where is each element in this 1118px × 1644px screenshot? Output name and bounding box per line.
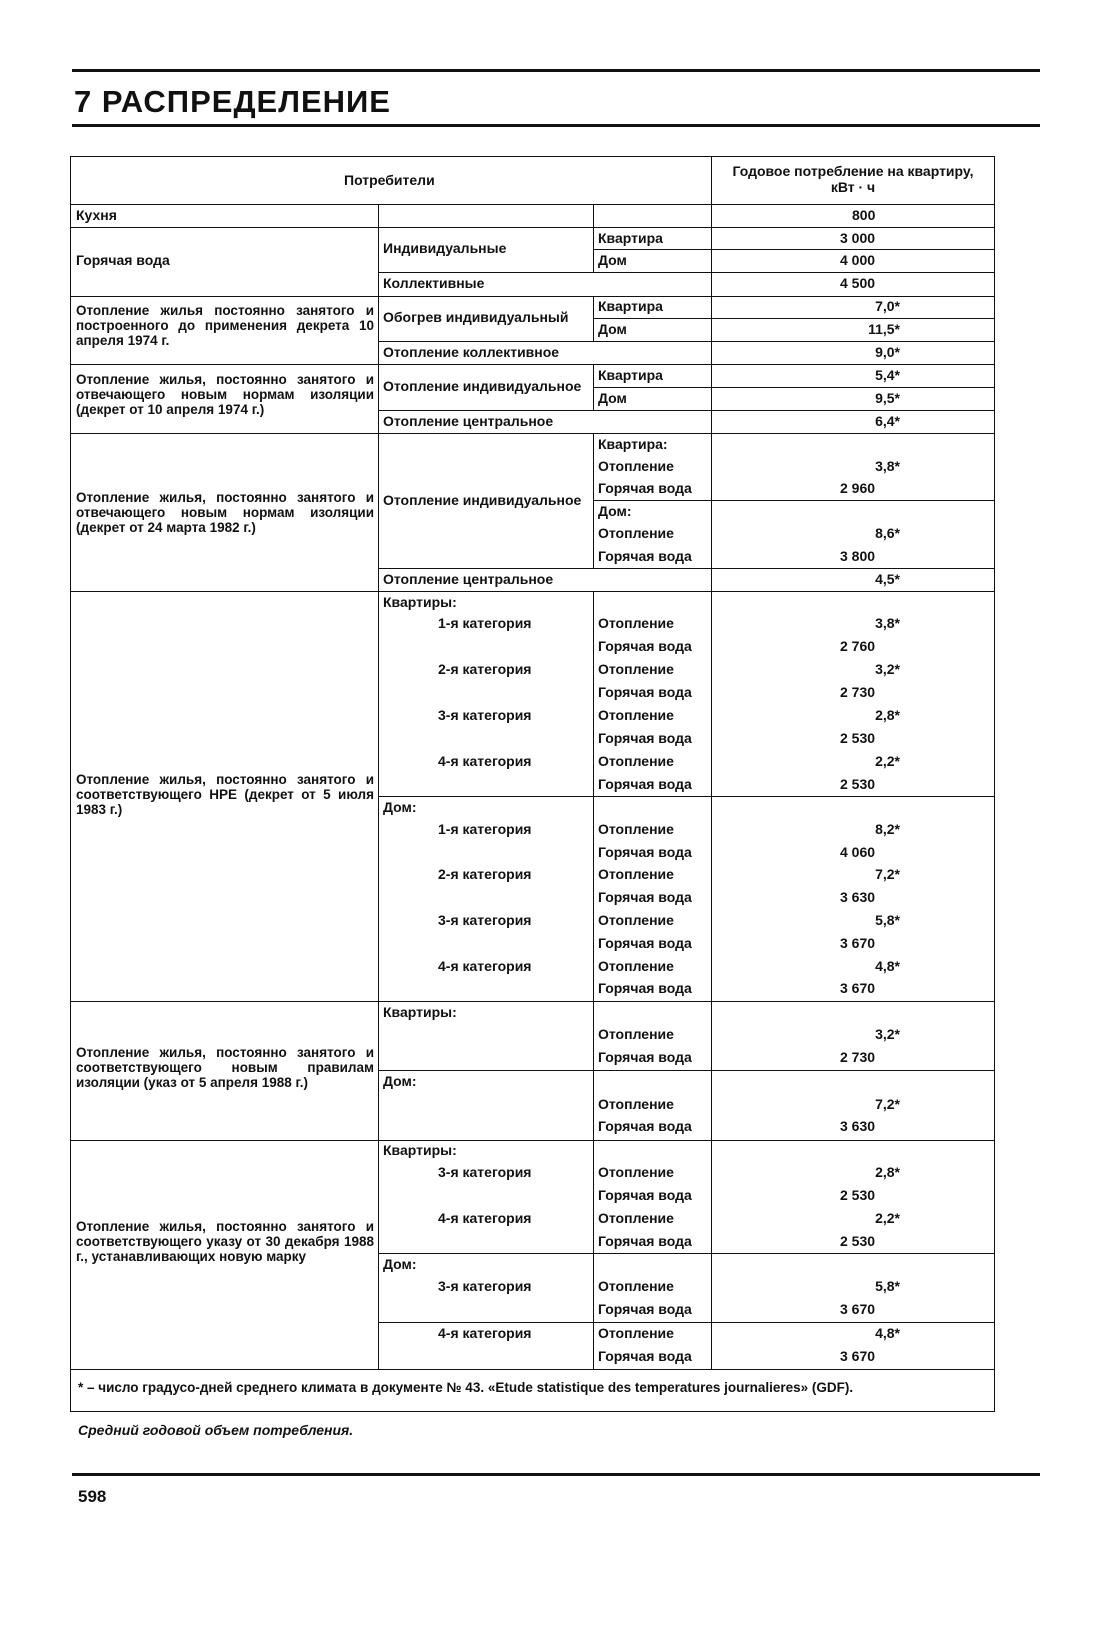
heating-1988dec-house-cat3-hotwater-value: 3 670 (840, 1301, 876, 1317)
heating-1974-house: Дом (598, 390, 627, 406)
heating-1982-central: Отопление центральное (383, 571, 554, 587)
heating-1983-house-cat3-heating-value: 5,8* (875, 912, 900, 928)
heating-1983-apt-cat1-heating: Отопление (598, 615, 674, 631)
kitchen-label: Кухня (76, 207, 117, 223)
heating-1983-house-cat2: 2-я категория (438, 866, 532, 882)
heating-1974-label: Отопление жилья, постоянно занятого и отвечающего новым нормам изоляции (декрет от 10 апреля 1974 г.) (76, 372, 374, 417)
footer-rule (72, 1473, 1040, 1476)
heating-1983-apt-cat3: 3-я категория (438, 707, 532, 723)
heating-1988dec-apt-cat3: 3-я категория (438, 1164, 532, 1180)
heating-1983-apt-cat3-hotwater-value: 2 530 (840, 730, 876, 746)
heating-1983-house-cat2-heating-value: 7,2* (875, 866, 900, 882)
heating-1983-apt-cat3-hotwater: Горячая вода (598, 730, 692, 746)
heating-1988dec-house-cat4-hotwater-value: 3 670 (840, 1348, 876, 1364)
col-annual-header: Годовое потребление на квартиру, кВт · ч (732, 163, 974, 195)
heating-1983-apt-cat4-heating: Отопление (598, 753, 674, 769)
heating-pre1974-collective: Отопление коллективное (383, 344, 560, 360)
heating-1983-house-cat2-heating: Отопление (598, 866, 674, 882)
heating-1988dec-apt-cat4: 4-я категория (438, 1210, 532, 1226)
heating-1988apr-apt-heating: Отопление (598, 1026, 674, 1042)
col-consumers-header: Потребители (344, 172, 435, 188)
heating-1983-apt-cat1-heating-value: 3,8* (875, 615, 900, 631)
heating-1983-apartments-header: Квартиры: (383, 594, 457, 610)
heating-1988dec-apt-cat3-hotwater: Горячая вода (598, 1187, 692, 1203)
heating-1988apr-label: Отопление жилья, постоянно занятого и соответствующего новым правилам изоляции (указ от 5 апреля 1988 г.) (76, 1045, 374, 1090)
heating-1983-apt-cat2: 2-я категория (438, 661, 532, 677)
heating-1988apr-house-header: Дом: (383, 1073, 417, 1089)
hotwater-collective: Коллективные (383, 275, 485, 291)
heating-1983-apt-cat2-hotwater: Горячая вода (598, 684, 692, 700)
table-footnote: * – число градусо-дней среднего климата в документе № 43. «Etude statistique des temperatures journalieres» (GDF). (78, 1380, 854, 1395)
page-number: 598 (78, 1487, 107, 1506)
heating-1988dec-house-cat4-heating-value: 4,8* (875, 1325, 900, 1341)
hotwater-apt: Квартира (598, 230, 663, 246)
heating-pre1974-house-value: 11,5* (868, 321, 900, 337)
heating-1983-apt-cat3-heating-value: 2,8* (875, 707, 900, 723)
heating-1988dec-apt-cat3-hotwater-value: 2 530 (840, 1187, 876, 1203)
heating-1988apr-apt-hotwater: Горячая вода (598, 1049, 692, 1065)
heating-1988apr-apartments-header: Квартиры: (383, 1004, 457, 1020)
heating-1983-apt-cat4-heating-value: 2,2* (875, 753, 900, 769)
heating-1983-house-cat3: 3-я категория (438, 912, 532, 928)
heating-1982-apt-hotwater: Горячая вода (598, 480, 692, 496)
heating-1988dec-house-cat3-heating: Отопление (598, 1278, 674, 1294)
heating-1982-apt-hotwater-value: 2 960 (840, 480, 876, 496)
heating-1983-apt-cat4: 4-я категория (438, 753, 532, 769)
heating-1983-house-cat2-hotwater: Горячая вода (598, 889, 692, 905)
heating-1983-apt-cat2-hotwater-value: 2 730 (840, 684, 876, 700)
heating-1988dec-house-cat3-heating-value: 5,8* (875, 1278, 900, 1294)
hotwater-apt-value: 3 000 (840, 230, 876, 246)
heating-1988dec-house-cat3-hotwater: Горячая вода (598, 1301, 692, 1317)
heating-1983-house-cat4-heating-value: 4,8* (875, 958, 900, 974)
heating-1988dec-apt-cat4-heating-value: 2,2* (875, 1210, 900, 1226)
heating-1982-label: Отопление жилья, постоянно занятого и отвечающего новым нормам изоляции (декрет от 24 марта 1982 г.) (76, 490, 374, 535)
title-rule (72, 124, 1040, 127)
heating-1988dec-house-cat3: 3-я категория (438, 1278, 532, 1294)
heating-1988apr-house-heating: Отопление (598, 1096, 674, 1112)
heating-1983-house-cat3-heating: Отопление (598, 912, 674, 928)
heating-1988dec-apartments-header: Квартиры: (383, 1142, 457, 1158)
heating-1988dec-apt-cat3-heating-value: 2,8* (875, 1164, 900, 1180)
heating-1983-apt-cat3-heating: Отопление (598, 707, 674, 723)
heating-1988apr-house-hotwater-value: 3 630 (840, 1118, 876, 1134)
heating-1988apr-house-heating-value: 7,2* (875, 1096, 900, 1112)
heating-1983-house-cat4-heating: Отопление (598, 958, 674, 974)
heating-pre1974-apt-value: 7,0* (875, 298, 900, 314)
heating-1988dec-apt-cat4-hotwater: Горячая вода (598, 1233, 692, 1249)
heating-1983-house-cat1-hotwater-value: 4 060 (840, 844, 876, 860)
heating-1982-central-value: 4,5* (875, 571, 900, 587)
heating-1982-house-hotwater: Горячая вода (598, 548, 692, 564)
heating-1974-individual: Отопление индивидуальное (383, 378, 582, 394)
kitchen-value: 800 (852, 207, 876, 223)
hotwater-collective-value: 4 500 (840, 275, 876, 291)
heating-1988dec-house-cat4-hotwater: Горячая вода (598, 1348, 692, 1364)
heating-pre1974-individual: Обогрев индивидуальный (383, 309, 569, 325)
chapter-title: 7 РАСПРЕДЕЛЕНИЕ (74, 84, 391, 119)
top-rule (72, 69, 1040, 72)
heating-1983-house-cat4-hotwater-value: 3 670 (840, 980, 876, 996)
heating-1988dec-house-cat4-heating: Отопление (598, 1325, 674, 1341)
hotwater-house: Дом (598, 252, 627, 268)
heating-pre1974-collective-value: 9,0* (875, 344, 900, 360)
heating-1983-apt-cat4-hotwater: Горячая вода (598, 776, 692, 792)
heating-1988apr-house-hotwater: Горячая вода (598, 1118, 692, 1134)
heating-1988dec-apt-cat4-hotwater-value: 2 530 (840, 1233, 876, 1249)
heating-1988apr-apt-hotwater-value: 2 730 (840, 1049, 876, 1065)
heating-1983-house-cat1-hotwater: Горячая вода (598, 844, 692, 860)
heating-1988apr-apt-heating-value: 3,2* (875, 1026, 900, 1042)
heating-1983-house-cat1-heating-value: 8,2* (875, 821, 900, 837)
heating-1982-apt-header: Квартира: (598, 436, 668, 452)
table-caption: Средний годовой объем потребления. (78, 1422, 354, 1438)
heating-1982-house-heating-value: 8,6* (875, 525, 900, 541)
heating-1983-house-cat2-hotwater-value: 3 630 (840, 889, 876, 905)
heating-1983-house-cat3-hotwater: Горячая вода (598, 935, 692, 951)
heating-1974-apt-value: 5,4* (875, 367, 900, 383)
heating-1988dec-apt-cat3-heating: Отопление (598, 1164, 674, 1180)
heating-1974-central-value: 6,4* (875, 413, 900, 429)
heating-pre1974-label: Отопление жилья постоянно занятого и построенного до применения декрета 10 апреля 1974 г. (76, 303, 374, 348)
heating-1982-house-hotwater-value: 3 800 (840, 548, 876, 564)
heating-1974-house-value: 9,5* (875, 390, 900, 406)
heating-1983-house-header: Дом: (383, 799, 417, 815)
heating-1983-house-cat1: 1-я категория (438, 821, 532, 837)
heating-1983-apt-cat1-hotwater: Горячая вода (598, 638, 692, 654)
heating-1982-apt-heating: Отопление (598, 458, 674, 474)
heating-1983-label: Отопление жилья, постоянно занятого и соответствующего НРЕ (декрет от 5 июля 1983 г.) (76, 772, 374, 817)
heating-1974-apt: Квартира (598, 367, 663, 383)
hotwater-individual: Индивидуальные (383, 240, 507, 256)
heating-1988dec-apt-cat4-heating: Отопление (598, 1210, 674, 1226)
heating-1983-house-cat1-heating: Отопление (598, 821, 674, 837)
heating-1983-apt-cat2-heating: Отопление (598, 661, 674, 677)
hotwater-house-value: 4 000 (840, 252, 876, 268)
heating-1988dec-house-cat4: 4-я категория (438, 1325, 532, 1341)
heating-1982-apt-heating-value: 3,8* (875, 458, 900, 474)
heating-1983-apt-cat1-hotwater-value: 2 760 (840, 638, 876, 654)
heating-1988dec-house-header: Дом: (383, 1256, 417, 1272)
heating-1974-central: Отопление центральное (383, 413, 554, 429)
heating-1983-house-cat4-hotwater: Горячая вода (598, 980, 692, 996)
heating-1983-apt-cat2-heating-value: 3,2* (875, 661, 900, 677)
heating-1983-apt-cat4-hotwater-value: 2 530 (840, 776, 876, 792)
heating-1982-individual: Отопление индивидуальное (383, 492, 582, 508)
heating-1983-house-cat4: 4-я категория (438, 958, 532, 974)
heating-pre1974-house: Дом (598, 321, 627, 337)
heating-1982-house-heating: Отопление (598, 525, 674, 541)
heating-1982-house-header: Дом: (598, 503, 632, 519)
hotwater-label: Горячая вода (76, 252, 170, 268)
heating-1988dec-label: Отопление жилья, постоянно занятого и соответствующего указу от 30 декабря 1988 г., устанавливающих новую марку (76, 1219, 374, 1264)
heating-1983-house-cat3-hotwater-value: 3 670 (840, 935, 876, 951)
heating-1983-apt-cat1: 1-я категория (438, 615, 532, 631)
heating-pre1974-apt: Квартира (598, 298, 663, 314)
